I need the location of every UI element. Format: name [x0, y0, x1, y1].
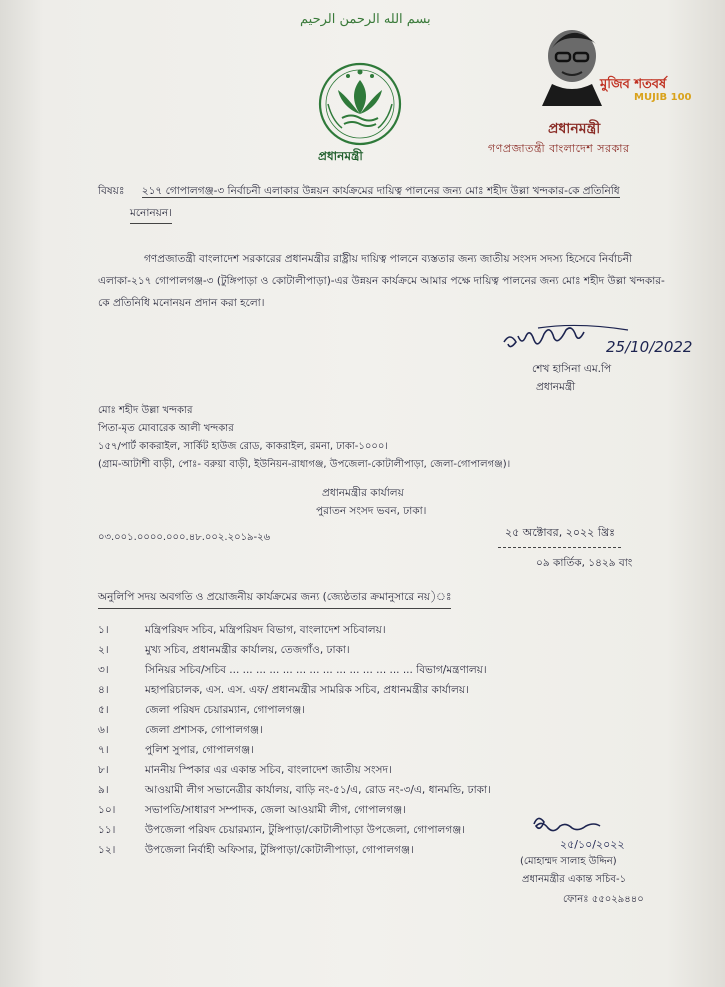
mujib-centenary-logo [542, 26, 692, 106]
addressee-village: (গ্রাম-আটাশী বাড়ী, পোঃ- বরুয়া বাড়ী, ইউনিয়ন-রাধাগঞ্জ, উপজেলা-কোটালীপাড়া, জেলা-গোপালগঞ্জ)। [98, 459, 511, 470]
office-name: প্রধানমন্ত্রীর কার্যালয় [322, 487, 404, 499]
logo-text-latin: MUJIB 100 [634, 92, 692, 103]
signer-name: শেখ হাসিনা এম.পি [532, 363, 612, 375]
list-item-number: ৬। [98, 724, 109, 736]
list-item: মন্ত্রিপরিষদ সচিব, মন্ত্রিপরিষদ বিভাগ, বাংলাদেশ সচিবালয়। [145, 624, 386, 636]
list-item: সভাপতি/সাধারণ সম্পাদক, জেলা আওয়ামী লীগ, গোপালগঞ্জ। [145, 804, 406, 816]
body-paragraph: গণপ্রজাতন্ত্রী বাংলাদেশ সরকারের প্রধানমন্ত্রীর রাষ্ট্রীয় দায়িত্ব পালনে ব্যস্ততার জন্য জাতীয় সংসদ সদস্য হিসেবে নির্বাচনী এলাকা-২১৭ গোপালগঞ্জ-৩ (টুঙ্গিপাড়া ও কোটালীপাড়া)-এর উন্নয়ন কার্যক্রমে আমার পক্ষে দায়িত্ব পালনের জন্য মোঃ শহীদ উল্লা খন্দকার-কে প্রতিনিধি মনোনয়ন প্রদান করা হলো। [98, 253, 665, 309]
logo-text-bengali: মুজিব শতবর্ষ [600, 77, 667, 92]
list-item-number: ৫। [98, 704, 109, 716]
list-item-number: ১০। [98, 804, 116, 816]
date-bengali: ০৯ কার্তিক, ১৪২৯ বাং [536, 557, 633, 569]
signer-title: প্রধানমন্ত্রী [536, 381, 576, 393]
subject-label: বিষয়ঃ ২১৭ গোপালগঞ্জ-৩ নির্বাচনী এলাকার উন্নয়ন কার্যক্রমের দায়িত্ব পালনের জন্য মোঃ শহীদ উল্লা খন্দকার-কে প্রতিনিধি [98, 185, 620, 197]
list-item: জেলা প্রশাসক, গোপালগঞ্জ। [145, 724, 263, 736]
secretary-title: প্রধানমন্ত্রীর একান্ত সচিব-১ [522, 874, 627, 885]
list-item-number: ৯। [98, 784, 109, 796]
office-address: পুরাতন সংসদ ভবন, ঢাকা। [316, 505, 427, 517]
memo-number: ০৩.০০১.০০০০.০০০.৪৮.০০২.২০১৯-২৬ [98, 532, 271, 543]
list-item-number: ১। [98, 624, 109, 636]
list-item: উপজেলা পরিষদ চেয়ারম্যান, টুঙ্গিপাড়া/কোটালীপাড়া উপজেলা, গোপালগঞ্জ। [145, 824, 465, 836]
list-item-number: ১১। [98, 824, 116, 836]
list-item: পুলিশ সুপার, গোপালগঞ্জ। [145, 744, 254, 756]
list-item-number: ৪। [98, 684, 109, 696]
date-divider [498, 547, 621, 548]
addressee-father: পিতা-মৃত মোবারেক আলী খন্দকার [98, 423, 234, 434]
list-item-number: ৮। [98, 764, 109, 776]
list-item: মাননীয় স্পিকার এর একান্ত সচিব, বাংলাদেশ জাতীয় সংসদ। [145, 764, 392, 776]
subject-line-1: ২১৭ গোপালগঞ্জ-৩ নির্বাচনী এলাকার উন্নয়ন কার্যক্রমের দায়িত্ব পালনের জন্য মোঃ শহীদ উল্লা খন্দকার-কে প্রতিনিধি [141, 185, 620, 197]
list-item: সিনিয়র সচিব/সচিব ... ... ... ... ... ... ... ... ... ... ... ... ... ... বিভাগ/মন্ত্রণালয়। [145, 664, 487, 676]
subject-line-2: মনোনয়ন। [130, 206, 172, 224]
list-item: জেলা পরিষদ চেয়ারম্যান, গোপালগঞ্জ। [145, 704, 305, 716]
office-title: প্রধানমন্ত্রী [548, 121, 601, 137]
secretary-name: (মোহাম্মদ সালাহ উদ্দিন) [520, 856, 617, 867]
emblem-caption: প্রধানমন্ত্রী [318, 149, 363, 163]
list-item: আওয়ামী লীগ সভানেত্রীর কার্যালয়, বাড়ি নং-৫১/এ, রোড নং-৩/এ, ধানমন্ডি, ঢাকা। [145, 784, 491, 796]
bismillah-header: بسم الله الرحمن الرحيم [300, 12, 431, 27]
list-item-number: ৭। [98, 744, 109, 756]
government-name: গণপ্রজাতন্ত্রী বাংলাদেশ সরকার [488, 142, 630, 155]
addressee-address: ১৫৭/পার্ট কাকরাইল, সার্কিট হাউজ রোড, কাকরাইল, রমনা, ঢাকা-১০০০। [98, 441, 388, 452]
copy-list-heading: অনুলিপি সদয় অবগতি ও প্রয়োজনীয় কার্যক্রমের জন্য (জ্যেষ্ঠতার ক্রমানুসারে নয়)ঃ [98, 590, 451, 609]
list-item-number: ৩। [98, 664, 109, 676]
list-item: মুখ্য সচিব, প্রধানমন্ত্রীর কার্যালয়, তেজগাঁও, ঢাকা। [145, 644, 350, 656]
date-gregorian: ২৫ অক্টোবর, ২০২২ খ্রিঃ [505, 526, 616, 539]
secretary-signature-date: ২৫/১০/২০২২ [560, 838, 625, 851]
list-item-number: ২। [98, 644, 109, 656]
list-item: উপজেলা নির্বাহী অফিসার, টুঙ্গিপাড়া/কোটালীপাড়া, গোপালগঞ্জ। [145, 844, 414, 856]
list-item: মহাপরিচালক, এস. এস. এফ/ প্রধানমন্ত্রীর সামরিক সচিব, প্রধানমন্ত্রীর কার্যালয়। [145, 684, 469, 696]
signature-date: 25/10/2022 [606, 338, 693, 356]
list-item-number: ১২। [98, 844, 116, 856]
pm-signature [498, 318, 708, 368]
addressee-name: মোঃ শহীদ উল্লা খন্দকার [98, 405, 193, 416]
secretary-phone: ফোনঃ ৫৫০২৯৪৪০ [563, 894, 644, 905]
